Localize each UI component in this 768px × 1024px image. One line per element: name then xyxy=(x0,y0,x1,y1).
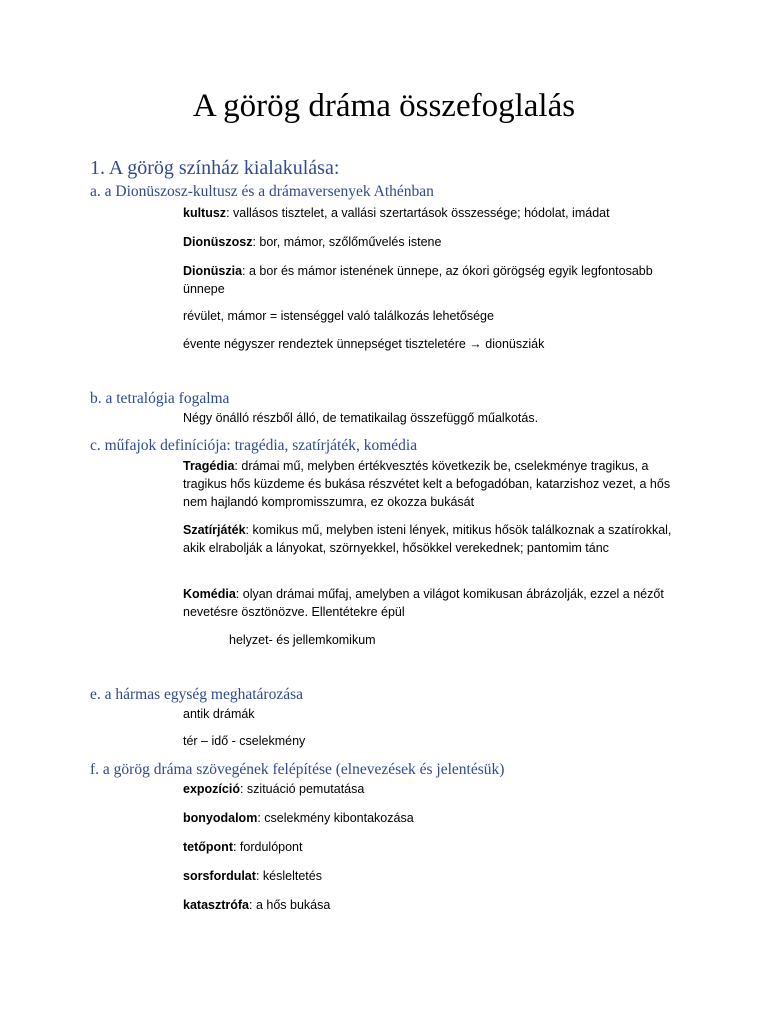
subheading-a: a. a Dionüszosz-kultusz és a drámaversenyek Athénban xyxy=(90,183,434,200)
text-ter: tér – idő - cselekmény xyxy=(183,734,306,748)
text-kultusz: : vallásos tisztelet, a vallási szertartások összessége; hódolat, imádat xyxy=(226,206,610,220)
text-katasztrofa: : a hős bukása xyxy=(249,898,331,912)
subheading-c: c. műfajok definíciója: tragédia, szatírjáték, komédia xyxy=(90,437,418,454)
text-szatirjatek: : komikus mű, melyben isteni lények, mitikus hősök találkoznak a szatírokkal, akik elrabolják a lányokat, szörnyekkel, hősökkel verekednek; pantomim tánc xyxy=(183,523,672,555)
term-komedia: Komédia xyxy=(183,587,236,601)
subheading-f: f. a görög dráma szövegének felépítése (elnevezések és jelentésük) xyxy=(90,761,505,778)
def-bonyodalom xyxy=(183,809,683,827)
def-tragedia xyxy=(183,457,683,511)
def-dionuszia xyxy=(183,262,683,298)
term-kultusz: kultusz xyxy=(183,206,227,220)
term-katasztrofa: katasztrófa xyxy=(183,898,249,912)
text-tetopont: : fordulópont xyxy=(232,840,303,854)
subheading-e: e. a hármas egység meghatározása xyxy=(90,686,304,703)
section-heading-1: 1. A görög színház kialakulása: xyxy=(90,157,340,179)
term-dionuszia: Dionüszia xyxy=(183,264,243,278)
term-sorsfordulat: sorsfordulat xyxy=(183,869,256,883)
text-dionuszosz: : bor, mámor, szőlőművelés istene xyxy=(252,235,442,249)
term-tragedia: Tragédia xyxy=(183,459,235,473)
def-kultusz xyxy=(183,204,683,222)
def-expozicio xyxy=(183,780,683,798)
term-expozicio: expozíció xyxy=(183,782,240,796)
subheading-b: b. a tetralógia fogalma xyxy=(90,390,230,407)
def-szatirjatek xyxy=(183,521,683,557)
def-sorsfordulat xyxy=(183,867,683,885)
def-katasztrofa xyxy=(183,896,683,914)
term-tetopont: tetőpont xyxy=(183,840,233,854)
text-dionuszia: : a bor és mámor istenének ünnepe, az ókori görögség egyik legfontosabb ünnepe xyxy=(183,264,653,296)
text-helyzet: helyzet- és jellemkomikum xyxy=(229,633,376,647)
def-komedia xyxy=(183,585,683,621)
text-tetralogia: Négy önálló részből álló, de tematikailag összefüggő műalkotás. xyxy=(183,411,539,425)
text-evente: évente négyszer rendeztek ünnepséget tiszteletére → dionüsziák xyxy=(183,337,545,351)
text-revulet: révület, mámor = istenséggel való találkozás lehetősége xyxy=(183,309,494,323)
term-dionuszosz: Dionüszosz xyxy=(183,235,253,249)
page-title: A görög dráma összefoglalás xyxy=(192,88,576,124)
text-bonyodalom: : cselekmény kibontakozása xyxy=(257,811,414,825)
term-szatirjatek: Szatírjáték xyxy=(183,523,246,537)
def-tetopont xyxy=(183,838,683,856)
text-sorsfordulat: : késleltetés xyxy=(255,869,322,883)
def-dionuszosz xyxy=(183,233,683,251)
text-tragedia: : drámai mű, melyben értékvesztés következik be, cselekménye tragikus, a tragikus hős küzdeme és bukása részvétet kelt a befogadóban, katarzishoz vezet, a hős nem hajlandó kompromisszumra, ez okozza bukását xyxy=(183,459,671,509)
text-antik: antik drámák xyxy=(183,707,255,721)
text-expozicio: : szituáció pemutatása xyxy=(239,782,365,796)
text-komedia: : olyan drámai műfaj, amelyben a világot komikusan ábrázolják, ezzel a nézőt nevetésre ösztönözve. Ellentétekre épül xyxy=(183,587,664,619)
term-bonyodalom: bonyodalom xyxy=(183,811,258,825)
